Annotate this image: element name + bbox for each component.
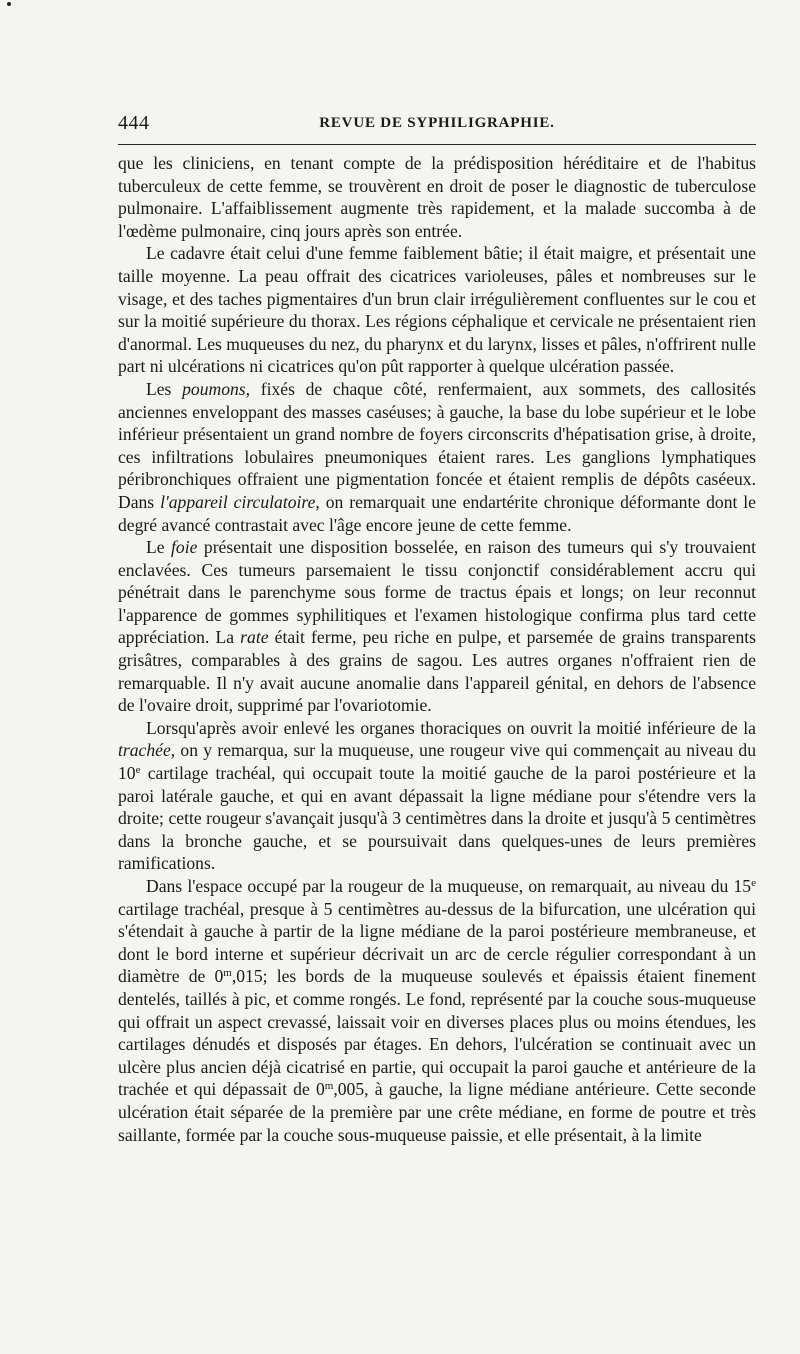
paragraph-4 bbox=[118, 536, 756, 717]
header-rule bbox=[118, 144, 756, 145]
body-text bbox=[118, 152, 756, 1146]
term-foie: foie bbox=[171, 537, 198, 558]
paragraph-5-text-a: Lorsqu'après avoir enlevé les organes thoraciques on ouvrit la moitié inférieure de la bbox=[146, 717, 756, 738]
term-rate: rate bbox=[240, 627, 269, 648]
page-number: 444 bbox=[118, 112, 150, 134]
paragraph-5-text-b: , on y remarqua, sur la muqueuse, une rougeur vive qui commençait au niveau du 10 bbox=[118, 740, 756, 784]
paragraph-6-text-d: ,005, à gauche, la ligne médiane antérieure. Cette seconde ulcération était séparée de la première par une crête médiane, en forme de poutre et très saillante, formée par la couche sous-muqueuse paissie, et elle présentait, à la limite bbox=[118, 1079, 756, 1145]
paragraph-1 bbox=[118, 152, 756, 242]
paragraph-3 bbox=[118, 378, 756, 536]
term-appareil-circulatoire: l'appareil circulatoire bbox=[160, 491, 316, 512]
page-header bbox=[118, 112, 756, 136]
paragraph-6-text-a: Dans l'espace occupé par la rougeur de la muqueuse, on remarquait, au niveau du 15 bbox=[146, 876, 752, 896]
paragraph-2 bbox=[118, 242, 756, 378]
superscript-m: m bbox=[324, 1080, 334, 1093]
term-poumons: poumons bbox=[182, 378, 246, 399]
paragraph-5 bbox=[118, 717, 756, 875]
paragraph-3-text-a: Les bbox=[146, 378, 183, 399]
paragraph-6-text-c: ,015; les bords de la muqueuse soulevés et épaissis étaient finement dentelés, taillés à pic, et comme rongés. Le fond, représenté par la couche sous-muqueuse qui offrait un aspect crevassé, laissait voir en diverses places plus ou moins étendues, les cartilages dénudés et disposés par étages. En dehors, l'ulcération se continuait avec un ulcère plus ancien déjà cicatrisé en partie, qui occupait la paroi gauche et antérieure de la trachée et qui dépassait de 0 bbox=[118, 966, 756, 1100]
print-speck bbox=[7, 2, 11, 6]
paragraph-3-text-b: , fixés de chaque côté, renfermaient, aux sommets, des callosités anciennes enveloppant des masses caséuses; à gauche, la base du lobe supérieur et le lobe inférieur présentaient un grand nombre de foyers circonscrits d'hépatisation grise, à droite, ces infiltrations lobulaires pneumoniques étaient rares. Les ganglions lymphatiques péribronchiques offraient une pigmentation foncée et étaient remplis de dépôts caséeux. Dans bbox=[118, 378, 756, 512]
paragraph-2-text: Le cadavre était celui d'une femme faiblement bâtie; il était maigre, et présentait une taille moyenne. La peau offrait des cicatrices varioleuses, pâles et nombreuses sur le visage, et des taches pigmentaires d'un brun clair irrégulièrement confluentes sur le cou et sur la moitié supérieure du thorax. Les régions céphalique et cervicale ne présentaient rien d'anormal. Les muqueuses du nez, du pharynx et du larynx, lisses et pâles, n'offrirent nulle part ni ulcérations ni cicatrices qu'on pût rapporter à quelque ulcération passée. bbox=[118, 243, 756, 377]
term-trachee: trachée bbox=[118, 740, 171, 761]
paragraph-6 bbox=[118, 875, 756, 1146]
superscript-e: e bbox=[751, 877, 756, 889]
paragraph-4-text-b: présentait une disposition bosselée, en raison des tumeurs qui s'y trouvaient enclavées. Ces tumeurs parsemaient le tissu conjonctif considérablement accru qui pénétrait dans le parenchyme sous forme de tractus épais et longs; on leur reconnut l'apparence de gommes syphilitiques et l'examen histologique confirma plus tard cette appréciation. La bbox=[118, 537, 756, 648]
paragraph-6-text-b: cartilage trachéal, presque à 5 centimètres au-dessus de la bifurcation, une ulcération qui s'étendait à gauche à partir de la ligne médiane de la paroi postérieure membraneuse, et dont le bord interne et supérieur décrivait un arc de cercle régulier correspondant à un diamètre de 0 bbox=[118, 898, 756, 987]
superscript-m: m bbox=[223, 967, 232, 980]
paragraph-4-text-c: était ferme, peu riche en pulpe, et parsemée de grains transparents grisâtres, comparables à des grains de sagou. Les autres organes n'offraient rien de remarquable. Il n'y avait aucune anomalie dans l'appareil génital, en dehors de l'absence de l'ovaire droit, supprimé par l'ovariotomie. bbox=[118, 627, 757, 716]
paragraph-1-text: que les cliniciens, en tenant compte de la prédisposition héréditaire et de l'habitus tuberculeux de cette femme, se trouvèrent en droit de poser le diagnostic de tuberculose pulmonaire. L'affaiblissement augmente très rapidement, et la malade succomba à de l'œdème pulmonaire, cinq jours après son entrée. bbox=[118, 153, 756, 241]
paragraph-5-text-c: cartilage trachéal, qui occupait toute la moitié gauche de la paroi postérieure et la paroi latérale gauche, et qui en avant dépassait la ligne médiane pour s'étendre vers la droite; cette rougeur s'avançait jusqu'à 3 centimètres dans la droite et jusqu'à 5 centimètres dans la bronche gauche, et se poursuivait dans quelques-unes de leurs premières ramifications. bbox=[118, 763, 756, 874]
paragraph-3-text-c: , on remarquait une endartérite chronique déformante dont le degré avancé contrastait avec l'âge encore jeune de cette femme. bbox=[118, 491, 756, 535]
running-title: REVUE DE SYPHILIGRAPHIE. bbox=[319, 115, 555, 131]
paragraph-4-text-a: Le bbox=[146, 537, 172, 558]
superscript-e: e bbox=[135, 764, 141, 777]
